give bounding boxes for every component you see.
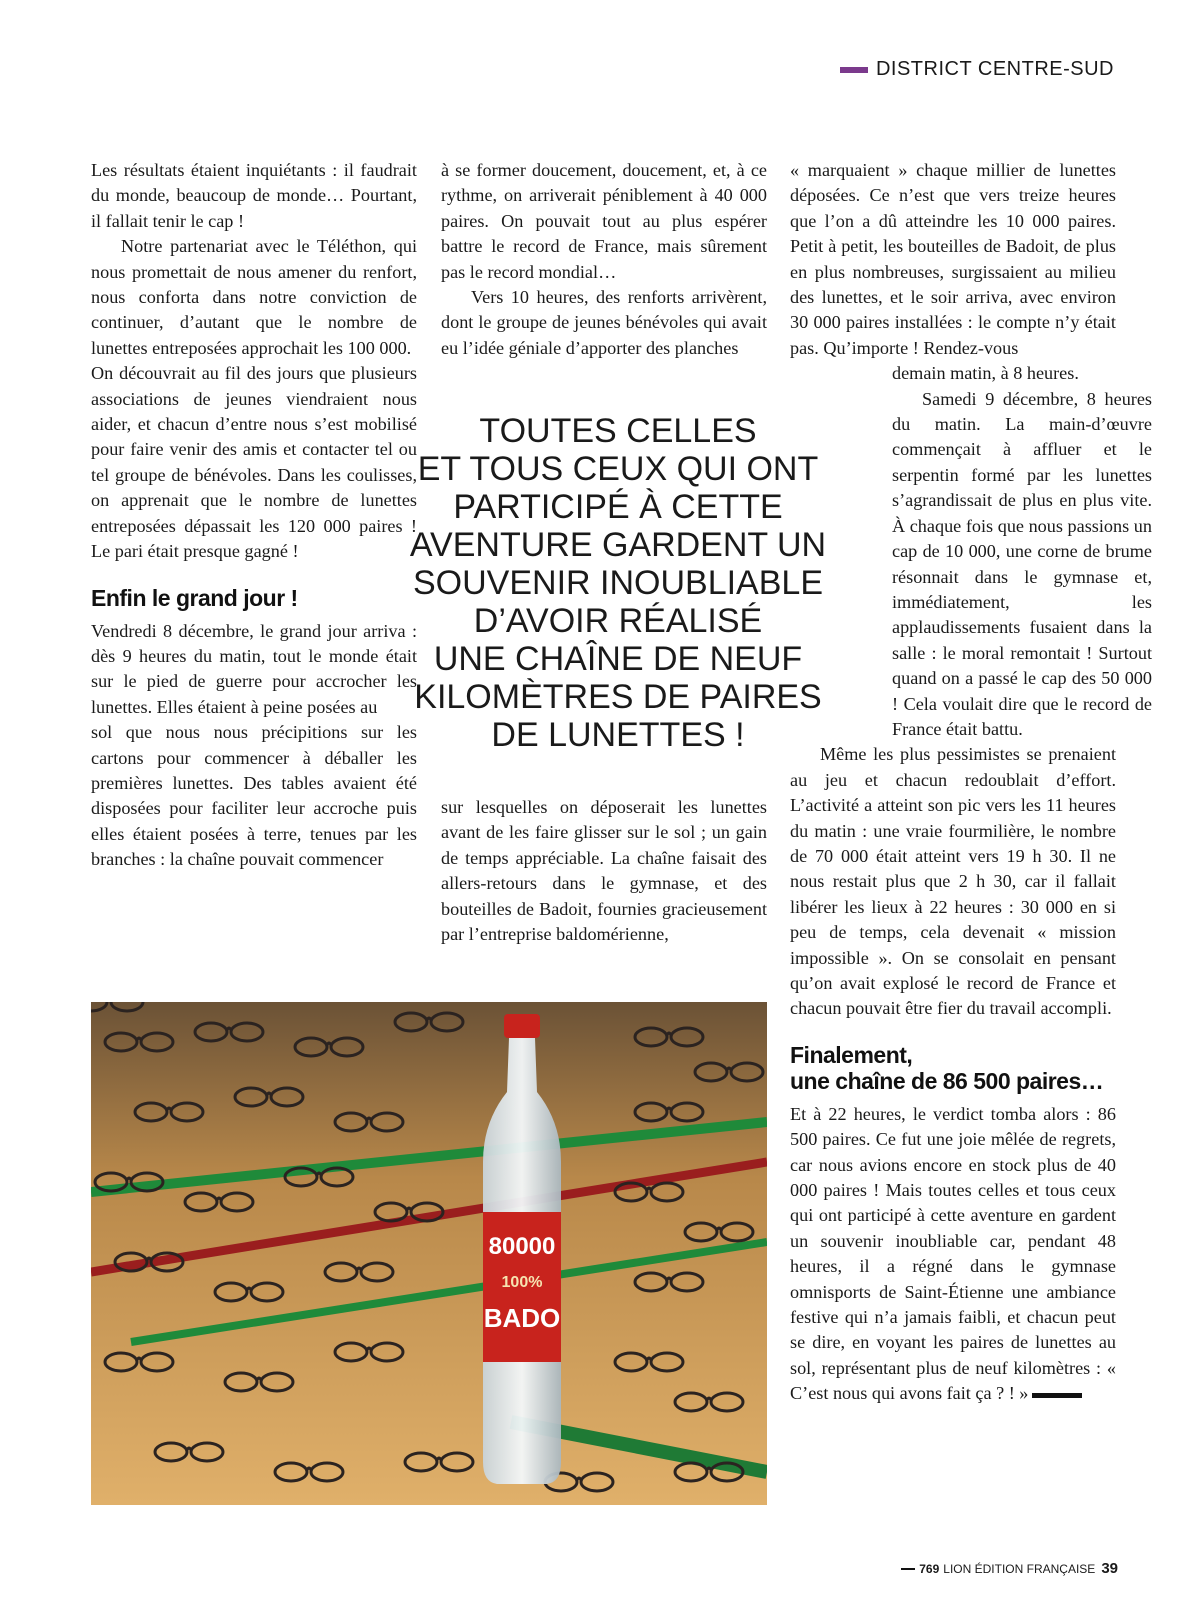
footer-dash bbox=[901, 1568, 915, 1570]
photo-glasses-floor bbox=[91, 1002, 767, 1505]
page-footer bbox=[901, 1560, 1118, 1577]
paragraph: à se former doucement, doucement, et, à ce rythme, on arriverait péniblement à 40 000 paires. On pouvait tout au plus espérer battre le record de France, mais sûrement pas le record mondial… bbox=[441, 160, 767, 282]
paragraph: sol que nous nous précipitions sur les cartons pour commencer à déballer les premières lunettes. Des tables avaient été disposées pour faciliter leur accroche puis elles étaient posées à terre, tenues par les branches : la chaîne pouvait commencer bbox=[91, 722, 417, 870]
pull-quote-line: ET TOUS CEUX QUI ONT bbox=[417, 450, 819, 488]
paragraph: Même les plus pessimistes se prenaient au jeu et chacun redoublait d’effort. L’activité a atteint son pic vers les 11 heures du matin : une vraie fourmilière, le nombre de 70 000 était atteint vers 19 h 30. Il ne nous restait plus que 2 h 30, car il fallait libérer les lieux à 22 heures : 30 000 en si peu de temps, cela devenait « mission impossible ». On se consolait en pensant qu’on avait explosé le record de France et chacun pouvait être fier du travail accompli. bbox=[790, 744, 1116, 1019]
issue-number: 769 bbox=[919, 1562, 940, 1576]
paragraph-final bbox=[790, 1102, 1116, 1407]
publication-name: LION ÉDITION FRANÇAISE bbox=[943, 1562, 1096, 1576]
paragraph: Vers 10 heures, des renforts arrivèrent, dont le groupe de jeunes bénévoles qui avait eu l’idée géniale d’apporter des planches bbox=[441, 287, 767, 358]
section-title: DISTRICT CENTRE-SUD bbox=[875, 58, 1114, 80]
paragraph: « marquaient » chaque millier de lunettes déposées. Ce n’est que vers treize heures que l’on a dû atteindre les 10 000 paires. Petit à petit, les bouteilles de Badoit, de plus en plus nombreuses, surgissaient au milieu des lunettes, et le soir arriva, avec environ 30 000 paires installées : le compte n’y était pas. Qu’importe ! Rendez-vous bbox=[790, 160, 1116, 358]
pull-quote-line: UNE CHAÎNE DE NEUF bbox=[433, 640, 803, 678]
paragraph: Les résultats étaient inquiétants : il faudrait du monde, beaucoup de monde… Pourtant, il fallait tenir le cap ! bbox=[91, 160, 417, 231]
pull-quote-line: TOUTES CELLES bbox=[479, 412, 757, 450]
bottle-label-number: 80000 bbox=[488, 1233, 556, 1260]
photo-illustration bbox=[91, 1002, 767, 1505]
section-accent-bar bbox=[840, 67, 868, 73]
column-2 bbox=[441, 158, 767, 361]
pull-quote-line: D’AVOIR RÉALISÉ bbox=[473, 602, 763, 640]
pull-quote-line: PARTICIPÉ À CETTE bbox=[453, 488, 783, 526]
paragraph: sur lesquelles on déposerait les lunettes avant de les faire glisser sur le sol ; un gain de temps appréciable. La chaîne faisait des allers-retours dans le gymnase, et des bouteilles de Badoit, fournies gracieusement par l’entreprise baldomérienne, bbox=[441, 797, 767, 945]
section-heading bbox=[790, 1042, 1116, 1094]
end-mark bbox=[1032, 1393, 1082, 1398]
column-1 bbox=[91, 158, 417, 873]
paragraph: demain matin, à 8 heures. bbox=[892, 363, 1079, 384]
heading-line: Finalement, bbox=[790, 1041, 913, 1068]
final-text: Et à 22 heures, le verdict tomba alors : 86 500 paires. Ce fut une joie mêlée de regrets, car nous avions encore en stock plus de 40 000 paires ! Mais toutes celles et tous ceux qui ont participé à cette aventure en gardent un souvenir inoubliable car, pendant 48 heures, il a régné dans le gymnase omnisports de Saint-Étienne une ambiance festive qui n’a jamais faibli, et chacun peut se dire, en voyant les paires de lunettes au sol, représentant plus de neuf kilomètres : « C’est nous qui avons fait ça ? ! » bbox=[790, 1103, 1116, 1404]
pull-quote-line: KILOMÈTRES DE PAIRES bbox=[414, 678, 822, 716]
bottle-brand: BADO bbox=[483, 1303, 561, 1333]
paragraph: Samedi 9 décembre, 8 heures du matin. La main-d’œuvre commençait à affluer et le serpentin formé par les lunettes s’agrandissait de plus en plus vite. À chaque fois que nous passions un cap de 10 000, une corne de brume résonnait dans le gymnase et, immédiatement, les applaudissements fusaient dans la salle : le moral remontait ! Surtout quand on a passé le cap des 50 000 ! Cela voulait dire que le record de France était battu. bbox=[892, 388, 1152, 739]
bottle-cap bbox=[504, 1014, 540, 1038]
paragraph: On découvrait au fil des jours que plusieurs associations de jeunes viendraient nous aider, et chacun d’entre nous s’est mobilisé pour faire venir des amis et contacter tel ou tel groupe de bénévoles. Dans les coulisses, on apprenait que le nombre de lunettes entreposées dépassait les 120 000 paires ! Le pari était presque gagné ! bbox=[91, 363, 417, 562]
paragraph: Notre partenariat avec le Téléthon, qui nous promettait de nous amener du renfort, nous conforta dans notre conviction de continuer, d’autant que le nombre de lunettes entreposées approchait les 100 000. bbox=[91, 236, 417, 358]
pull-quote-line: SOUVENIR INOUBLIABLE bbox=[412, 564, 823, 602]
pull-quote bbox=[408, 412, 828, 754]
column-2-continued bbox=[441, 795, 767, 947]
paragraph: Vendredi 8 décembre, le grand jour arriva : dès 9 heures du matin, tout le monde était sur le pied de guerre pour accrocher les lunettes. Elles étaient à peine posées au bbox=[91, 620, 417, 717]
bottle-badge: 100% bbox=[501, 1274, 543, 1291]
heading-line: une chaîne de 86 500 paires… bbox=[790, 1067, 1104, 1094]
narrow-block bbox=[892, 361, 1152, 742]
pull-quote-line: DE LUNETTES ! bbox=[491, 716, 745, 754]
pull-quote-line: AVENTURE GARDENT UN bbox=[409, 526, 827, 564]
section-heading: Enfin le grand jour ! bbox=[91, 584, 298, 611]
section-tag bbox=[840, 58, 1114, 81]
column-3 bbox=[790, 158, 1152, 1407]
page-number: 39 bbox=[1101, 1560, 1118, 1577]
